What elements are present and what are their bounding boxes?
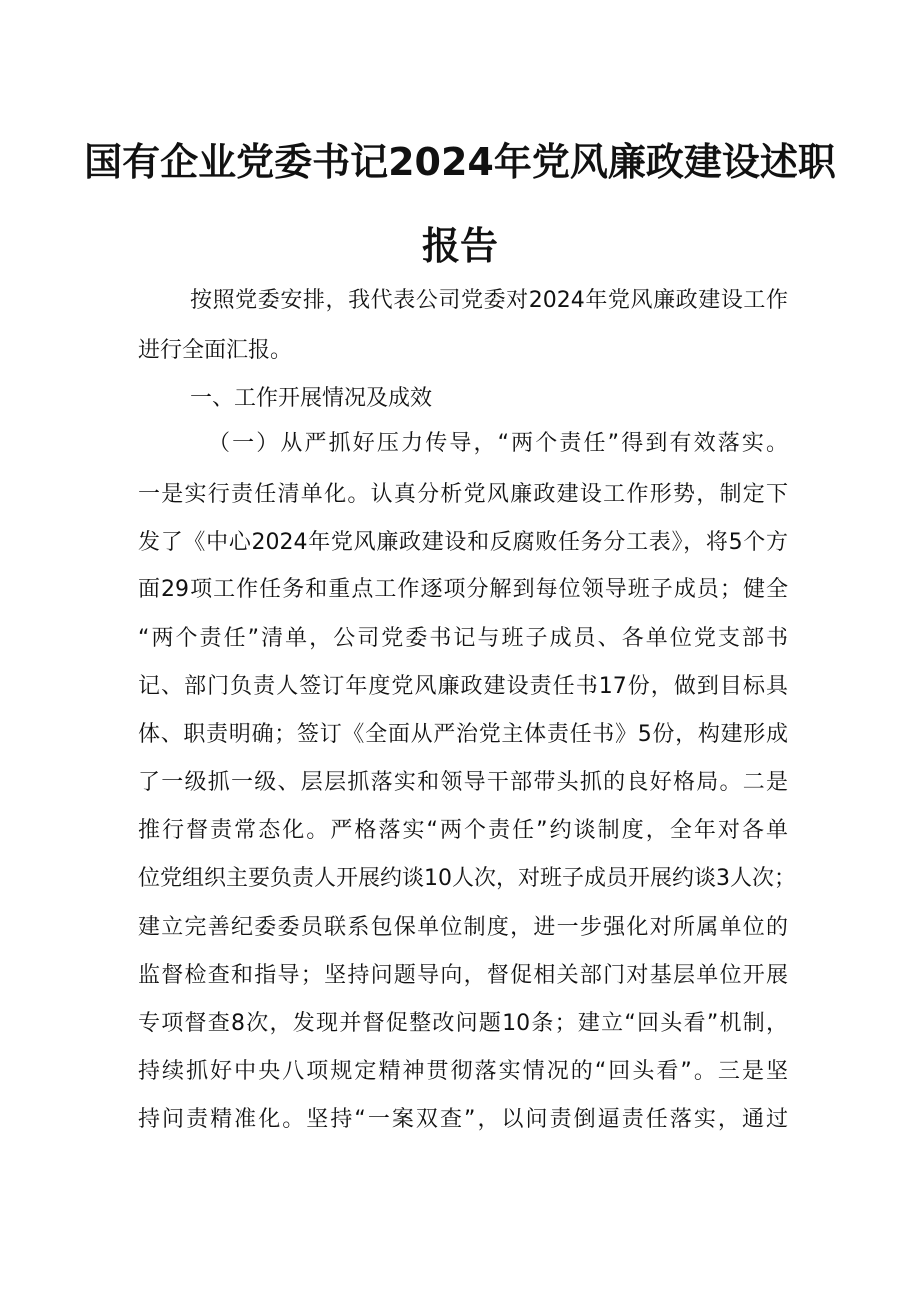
subsection-heading: （一）从严抓好压力传导，“两个责任”得到有效落实。: [208, 431, 788, 456]
paragraph-line: 发了《中心2024年党风廉政建设和反腐败任务分工表》，将5个方: [138, 530, 788, 555]
paragraph-line: 体、职责明确；签订《全面从严治党主体责任书》5份，构建形成: [138, 722, 788, 747]
paragraph-line: 按照党委安排，我代表公司党委对2024年党风廉政建设工作: [190, 288, 788, 313]
section-heading: 一、工作开展情况及成效: [190, 386, 433, 411]
paragraph-line: 持问责精准化。坚持“一案双查”，以问责倒逼责任落实，通过: [138, 1107, 788, 1132]
paragraph-line: 记、部门负责人签订年度党风廉政建设责任书17份，做到目标具: [138, 674, 788, 699]
paragraph-line: 了一级抓一级、层层抓落实和领导干部带头抓的良好格局。二是: [138, 770, 788, 795]
paragraph-line: 持续抓好中央八项规定精神贯彻落实情况的“回头看”。三是坚: [138, 1059, 788, 1084]
paragraph-line: 一是实行责任清单化。认真分析党风廉政建设工作形势，制定下: [138, 482, 788, 507]
paragraph-line: 专项督查8次，发现并督促整改问题10条；建立“回头看”机制，: [138, 1011, 788, 1036]
paragraph-line: 推行督责常态化。严格落实“两个责任”约谈制度，全年对各单: [138, 818, 788, 843]
paragraph-line: 位党组织主要负责人开展约谈10人次，对班子成员开展约谈3人次；: [138, 866, 796, 891]
paragraph-line: 建立完善纪委委员联系包保单位制度，进一步强化对所属单位的: [138, 915, 788, 940]
paragraph-line: 监督检查和指导；坚持问题导向，督促相关部门对基层单位开展: [138, 963, 788, 988]
paragraph-line: 进行全面汇报。: [138, 338, 293, 363]
paragraph-line: 面29项工作任务和重点工作逐项分解到每位领导班子成员；健全: [138, 577, 788, 602]
document-title-line-2: 报告: [421, 224, 498, 268]
document-title-line-1: 国有企业党委书记2024年党风廉政建设述职: [84, 140, 836, 184]
paragraph-line: “两个责任”清单，公司党委书记与班子成员、各单位党支部书: [138, 626, 789, 651]
